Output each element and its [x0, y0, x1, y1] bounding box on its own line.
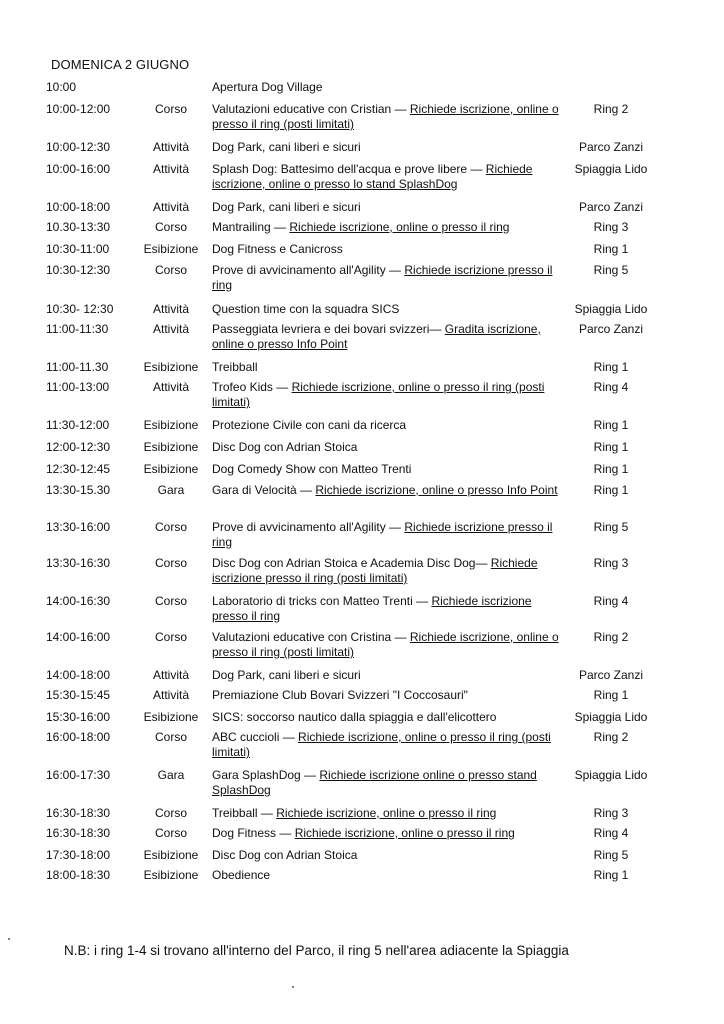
- row-location: Ring 2: [593, 730, 629, 744]
- registration-link[interactable]: Richiede iscrizione presso il ring: [212, 594, 532, 623]
- row-type: Attività: [152, 322, 189, 336]
- registration-link[interactable]: Richiede iscrizione, online o presso Info Point: [315, 483, 558, 497]
- row-time: 10:30-11:00: [46, 242, 110, 256]
- row-description-text: Treibball: [212, 360, 258, 374]
- row-time: 10:30- 12:30: [46, 302, 114, 316]
- row-description-text: Premiazione Club Bovari Svizzeri "I Coccosauri": [212, 688, 468, 702]
- row-type: Corso: [154, 630, 187, 644]
- row-type: Corso: [154, 806, 187, 820]
- row-location: Ring 1: [593, 483, 629, 497]
- row-description-text: Disc Dog con Adrian Stoica e Academia Disc Dog—: [212, 556, 491, 570]
- row-type: Esibizione: [143, 360, 199, 374]
- row-description-text: Protezione Civile con cani da ricerca: [212, 418, 407, 432]
- row-location: Ring 3: [593, 556, 629, 570]
- row-description: [212, 868, 562, 883]
- row-description: [212, 483, 562, 498]
- row-time: 16:00-18:00: [46, 730, 111, 744]
- row-description: [212, 806, 562, 821]
- registration-link[interactable]: Richiede iscrizione, online o presso il ring (posti limitati): [212, 102, 559, 131]
- row-location: Ring 1: [593, 242, 629, 256]
- row-description-text: Mantrailing —: [212, 220, 290, 234]
- row-location: Ring 3: [593, 220, 629, 234]
- row-type: Esibizione: [143, 710, 199, 724]
- row-description-text: Valutazioni educative con Cristian —: [212, 102, 410, 116]
- row-description-text: Obedience: [212, 868, 271, 882]
- row-time: 14:00-16:30: [46, 594, 111, 608]
- row-time: 15:30-16:00: [46, 710, 111, 724]
- row-description-text: Disc Dog con Adrian Stoica: [212, 848, 358, 862]
- row-location: Spiaggia Lido: [574, 710, 648, 724]
- row-location: Ring 1: [593, 418, 629, 432]
- row-type: Attività: [152, 200, 189, 214]
- row-location: Ring 4: [593, 826, 629, 840]
- row-location: Spiaggia Lido: [574, 162, 648, 176]
- row-location: Ring 1: [593, 360, 629, 374]
- row-description: [212, 710, 562, 725]
- row-description-text: Splash Dog: Battesimo dell'acqua e prove libere —: [212, 162, 486, 176]
- row-description-text: Laboratorio di tricks con Matteo Trenti —: [212, 594, 432, 608]
- row-time: 11:00-13:00: [46, 380, 110, 394]
- row-description-text: Dog Park, cani liberi e sicuri: [212, 668, 361, 682]
- row-location: Spiaggia Lido: [574, 768, 648, 782]
- row-description-text: Prove di avvicinamento all'Agility —: [212, 263, 405, 277]
- row-description-text: Disc Dog con Adrian Stoica: [212, 440, 358, 454]
- row-location: Parco Zanzi: [578, 668, 644, 682]
- row-description: [212, 440, 562, 455]
- row-location: Ring 3: [593, 806, 629, 820]
- row-location: Parco Zanzi: [578, 200, 644, 214]
- row-type: Corso: [154, 730, 187, 744]
- row-location: Ring 5: [593, 520, 629, 534]
- page-title: DOMENICA 2 GIUGNO: [51, 57, 190, 72]
- row-type: Attività: [152, 140, 189, 154]
- row-type: Corso: [154, 594, 187, 608]
- registration-link[interactable]: Richiede iscrizione, online o presso il ring (posti limitati): [212, 730, 551, 759]
- row-type: Corso: [154, 520, 187, 534]
- row-description-text: Gara di Velocità —: [212, 483, 316, 497]
- row-description: [212, 630, 562, 660]
- registration-link[interactable]: Richiede iscrizione presso il ring: [212, 520, 553, 549]
- scan-speck: [8, 938, 10, 940]
- row-description: [212, 730, 562, 760]
- row-description: [212, 140, 562, 155]
- row-time: 10:00: [46, 80, 77, 94]
- row-description: [212, 418, 562, 433]
- row-location: Spiaggia Lido: [574, 302, 648, 316]
- row-description: [212, 162, 562, 192]
- row-type: Attività: [152, 380, 189, 394]
- row-type: Esibizione: [143, 440, 199, 454]
- row-description: [212, 80, 562, 95]
- row-description: [212, 826, 562, 841]
- row-time: 16:30-18:30: [46, 806, 111, 820]
- row-type: Attività: [152, 302, 189, 316]
- footer-note: N.B: i ring 1-4 si trovano all'interno del Parco, il ring 5 nell'area adiacente la Spiaggia: [64, 943, 569, 958]
- row-description: [212, 594, 562, 624]
- row-type: Gara: [157, 483, 185, 497]
- registration-link[interactable]: Richiede iscrizione, online o presso il ring (posti limitati): [212, 380, 545, 409]
- row-time: 13:30-16:30: [46, 556, 111, 570]
- row-type: Esibizione: [143, 242, 199, 256]
- row-description-text: ABC cuccioli —: [212, 730, 299, 744]
- registration-link[interactable]: Richiede iscrizione presso il ring (posti limitati): [212, 556, 538, 585]
- row-location: Ring 1: [593, 440, 629, 454]
- registration-link[interactable]: Richiede iscrizione, online o presso il ring: [294, 826, 515, 840]
- row-time: 18:00-18:30: [46, 868, 111, 882]
- row-time: 13:30-15.30: [46, 483, 111, 497]
- row-type: Attività: [152, 162, 189, 176]
- row-description: [212, 462, 562, 477]
- row-description: [212, 768, 562, 798]
- row-type: Attività: [152, 688, 189, 702]
- row-type: Esibizione: [143, 418, 199, 432]
- registration-link[interactable]: Richiede iscrizione, online o presso il ring (posti limitati): [212, 630, 559, 659]
- row-time: 10.30-13:30: [46, 220, 111, 234]
- row-time: 12:30-12:45: [46, 462, 111, 476]
- row-description-text: Treibball —: [212, 806, 277, 820]
- row-description: [212, 200, 562, 215]
- row-time: 10:00-12:30: [46, 140, 111, 154]
- row-time: 17:30-18:00: [46, 848, 111, 862]
- registration-link[interactable]: Richiede iscrizione online o presso stand SplashDog: [212, 768, 537, 797]
- row-type: Esibizione: [143, 868, 199, 882]
- row-time: 14:00-16:00: [46, 630, 111, 644]
- row-description: [212, 520, 562, 550]
- row-time: 10:00-16:00: [46, 162, 111, 176]
- row-location: Ring 1: [593, 868, 629, 882]
- row-type: Corso: [154, 263, 187, 277]
- row-description: [212, 322, 562, 352]
- row-description: [212, 556, 562, 586]
- row-location: Ring 4: [593, 380, 629, 394]
- row-description-text: Dog Park, cani liberi e sicuri: [212, 140, 361, 154]
- row-description-text: Valutazioni educative con Cristina —: [212, 630, 410, 644]
- row-type: Corso: [154, 826, 187, 840]
- row-description-text: Dog Park, cani liberi e sicuri: [212, 200, 361, 214]
- row-time: 12:00-12:30: [46, 440, 111, 454]
- row-time: 13:30-16:00: [46, 520, 111, 534]
- row-type: Esibizione: [143, 848, 199, 862]
- row-description: [212, 220, 562, 235]
- row-time: 11:00-11.30: [46, 360, 109, 374]
- row-type: Corso: [154, 220, 187, 234]
- row-description: [212, 360, 562, 375]
- registration-link[interactable]: Richiede iscrizione, online o presso il ring: [289, 220, 510, 234]
- row-description-text: Dog Fitness —: [212, 826, 295, 840]
- row-location: Ring 5: [593, 263, 629, 277]
- row-location: Ring 2: [593, 102, 629, 116]
- row-description: [212, 263, 562, 293]
- registration-link[interactable]: Richiede iscrizione, online o presso il ring: [276, 806, 497, 820]
- row-description: [212, 102, 562, 132]
- row-location: Ring 5: [593, 848, 629, 862]
- row-location: Ring 2: [593, 630, 629, 644]
- row-description-text: Dog Comedy Show con Matteo Trenti: [212, 462, 412, 476]
- row-type: Corso: [154, 102, 187, 116]
- scan-speck: [292, 986, 294, 988]
- row-description-text: Passeggiata levriera e dei bovari svizzeri—: [212, 322, 445, 336]
- registration-link[interactable]: Richiede iscrizione, online o presso lo stand SplashDog: [212, 162, 533, 191]
- row-type: Esibizione: [143, 462, 199, 476]
- row-description: [212, 242, 562, 257]
- row-description: [212, 688, 562, 703]
- row-time: 16:00-17:30: [46, 768, 111, 782]
- row-description: [212, 380, 562, 410]
- row-description-text: SICS: soccorso nautico dalla spiaggia e dall'elicottero: [212, 710, 497, 724]
- row-location: Ring 4: [593, 594, 629, 608]
- registration-link[interactable]: Richiede iscrizione presso il ring: [212, 263, 553, 292]
- row-description-text: Dog Fitness e Canicross: [212, 242, 343, 256]
- row-time: 14:00-18:00: [46, 668, 111, 682]
- row-location: Ring 1: [593, 462, 629, 476]
- row-location: Parco Zanzi: [578, 322, 644, 336]
- row-time: 10:00-18:00: [46, 200, 111, 214]
- row-time: 15:30-15:45: [46, 688, 111, 702]
- row-time: 11:30-12:00: [46, 418, 110, 432]
- row-description: [212, 668, 562, 683]
- row-description-text: Gara SplashDog —: [212, 768, 320, 782]
- row-location: Ring 1: [593, 688, 629, 702]
- row-time: 10:30-12:30: [46, 263, 111, 277]
- row-type: Corso: [154, 556, 187, 570]
- row-description-text: Apertura Dog Village: [212, 80, 323, 94]
- row-time: 11:00-11:30: [46, 322, 109, 336]
- row-type: Gara: [157, 768, 185, 782]
- row-description: [212, 848, 562, 863]
- row-type: Attività: [152, 668, 189, 682]
- row-description: [212, 302, 562, 317]
- row-location: Parco Zanzi: [578, 140, 644, 154]
- row-time: 16:30-18:30: [46, 826, 111, 840]
- row-description-text: Trofeo Kids —: [212, 380, 292, 394]
- row-time: 10:00-12:00: [46, 102, 111, 116]
- row-description-text: Question time con la squadra SICS: [212, 302, 400, 316]
- registration-link[interactable]: Gradita iscrizione, online o presso Info Point: [212, 322, 541, 351]
- row-description-text: Prove di avvicinamento all'Agility —: [212, 520, 405, 534]
